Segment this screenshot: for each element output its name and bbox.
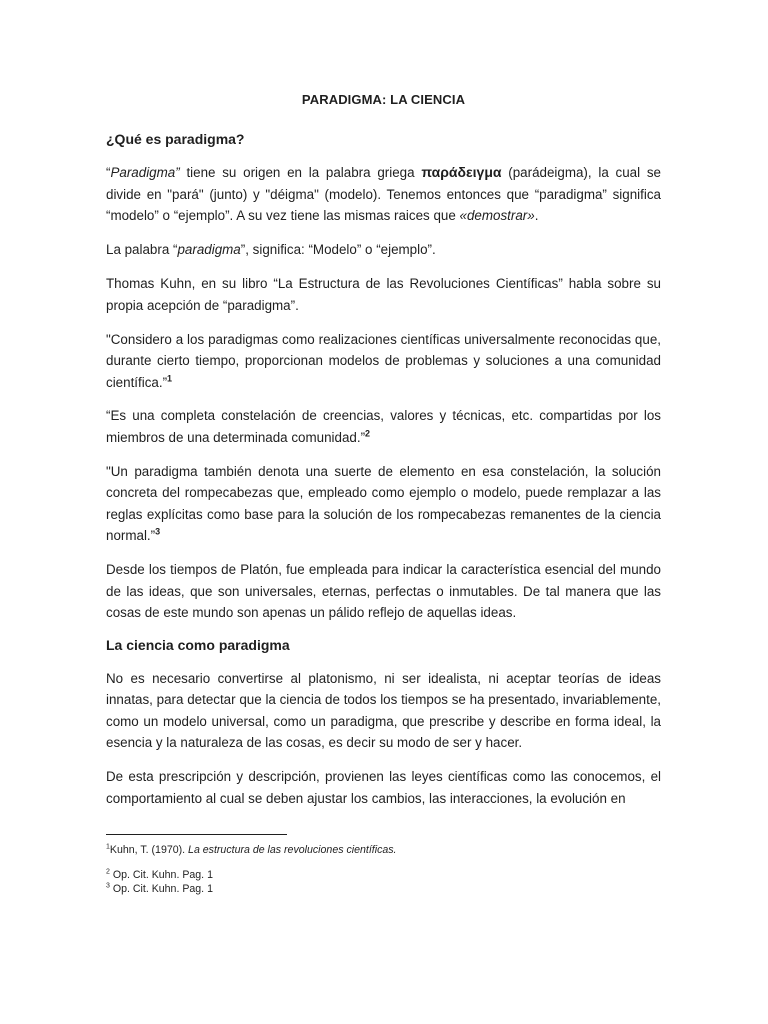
footnote-3	[106, 882, 661, 896]
quote-3-text: "Un paradigma también denota una suerte de elemento en esa constelación, la solución concreta del rompecabezas que, empleado como ejemplo o modelo, puede remplazar a las reglas explícitas como base para la solución de los rompecabezas remanentes de la ciencia normal.”	[106, 463, 661, 544]
term-paradigma-italic: paradigma	[177, 241, 241, 257]
greek-word: παράδειγμα	[421, 164, 502, 180]
footnote-1-text: Kuhn, T. (1970).	[109, 844, 189, 856]
paragraph-platonismo: No es necesario convertirse al platonismo, ni ser idealista, ni aceptar teorías de ideas innatas, para detectar que la ciencia de todos los tiempos se ha presentado, invariablemente, como un modelo universal, como un paradigma, que prescribe y describe en forma ideal, la esencia y la naturaleza de las cosas, es decir su modo de ser y hacer.	[106, 670, 661, 751]
footnote-ref-2[interactable]: 2	[365, 428, 371, 439]
footnote-2	[106, 868, 661, 882]
quote-1	[106, 329, 661, 394]
paragraph-kuhn: Thomas Kuhn, en su libro “La Estructura de las Revoluciones Científicas” habla sobre su propia acepción de “paradigma”.	[106, 276, 661, 313]
footnote-2-number: 2	[106, 868, 110, 876]
footnote-1-title: La estructura de las revoluciones científicas.	[188, 844, 397, 856]
paragraph-significa	[106, 239, 661, 261]
page-title: PARADIGMA: LA CIENCIA	[301, 92, 466, 107]
term-paradigma: Paradigma”	[110, 165, 180, 180]
footnote-1	[106, 843, 661, 857]
document-body	[106, 92, 661, 809]
term-demostrar: «demostrar»	[459, 208, 535, 224]
footnote-1-number: 1	[106, 843, 110, 851]
section-heading-que-es-paradigma: ¿Qué es paradigma?	[106, 131, 245, 147]
open-quote: “	[106, 165, 111, 180]
paragraph-origen-text-b: (parádeigma), la cual se divide en "pará" (junto) y "déigma" (modelo). Tenemos entonces que “paradigma” significa “modelo” o “ejemplo”. A su vez tiene las mismas raices que	[106, 165, 661, 224]
paragraph-significa-text-b: ”, significa: “Modelo” o “ejemplo”.	[240, 241, 436, 257]
footnote-3-text: Op. Cit. Kuhn. Pag. 1	[109, 883, 213, 895]
footnote-divider	[106, 834, 287, 835]
paragraph-origen	[106, 162, 661, 227]
paragraph-origen-text-a: tiene su origen en la palabra griega	[179, 165, 422, 180]
footnote-3-number: 3	[106, 882, 110, 890]
footnote-ref-1[interactable]: 1	[167, 373, 173, 384]
paragraph-platon: Desde los tiempos de Platón, fue empleada para indicar la característica esencial del mundo de las ideas, que son universales, eternas, perfectas o inmutables. De tal manera que las cosas de este mundo son apenas un pálido reflejo de aquellas ideas.	[106, 561, 661, 621]
paragraph-significa-text-a: La palabra “	[106, 241, 178, 257]
footnote-2-text: Op. Cit. Kuhn. Pag. 1	[109, 869, 213, 881]
paragraph-prescripcion: De esta prescripción y descripción, provienen las leyes científicas como las conocemos, el comportamiento al cual se deben ajustar los cambios, las interacciones, la evolución en	[106, 769, 661, 806]
footnote-ref-3[interactable]: 3	[155, 526, 161, 537]
quote-3	[106, 461, 661, 547]
quote-2-text: “Es una completa constelación de creencias, valores y técnicas, etc. compartidas por los miembros de una determinada comunidad.”	[106, 408, 661, 445]
footnotes	[106, 834, 661, 896]
paragraph-origen-end: .	[534, 208, 539, 224]
section-heading-ciencia-paradigma: La ciencia como paradigma	[106, 636, 290, 653]
quote-2	[106, 405, 661, 448]
quote-1-text: "Considero a los paradigmas como realizaciones científicas universalmente reconocidas que, durante cierto tiempo, proporcionan modelos de problemas y soluciones a una comunidad científica.”	[106, 331, 661, 390]
